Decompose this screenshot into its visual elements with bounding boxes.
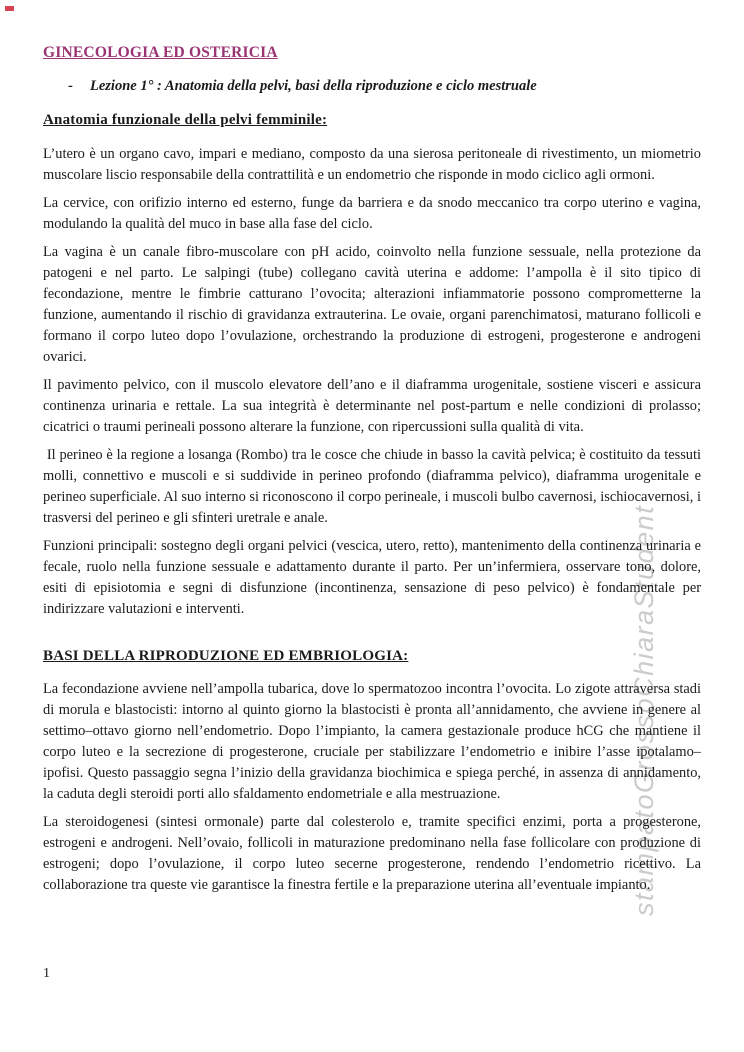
section-heading-riproduzione: BASI DELLA RIPRODUZIONE ED EMBRIOLOGIA:: [43, 648, 409, 664]
paragraph-pavimento-pelvico: Il pavimento pelvico, con il muscolo elevatore dell’ano e il diaframma urogenitale, sostiene visceri e assicura continenza urinaria e rettale. La sua integrità è determinante nel post-partum e nelle condizioni di prolasso; cicatrici o traumi perineali possono alterare la funzione, con ripercussioni sulla qualità di vita.: [43, 377, 701, 435]
paragraph-perineo: Il perineo è la regione a losanga (Rombo) tra le cosce che chiude in basso la cavità pelvica; è costituito da tessuti molli, connettivo e muscoli e si suddivide in perineo profondo (diaframma pelvico), diaframma urogenitale e perineo superficiale. Al suo interno si riconoscono il corpo perineale, i muscoli bulbo cavernosi, ischiocavernosi, i trasversi del perineo e gli sfinteri uretrale e anale.: [43, 447, 701, 526]
document-title: GINECOLOGIA ED OSTERICIA: [43, 44, 278, 61]
bullet-dash: -: [68, 78, 73, 94]
paragraph-utero: L’utero è un organo cavo, impari e mediano, composto da una sierosa peritoneale di rivestimento, un miometrio muscolare liscio responsabile della contrattilità e un endometrio che risponde in modo ciclico agli ormoni.: [43, 146, 701, 183]
watermark-text: stampatoGrossoChiaraStudent: [629, 504, 659, 916]
paragraph-cervice: La cervice, con orifizio interno ed esterno, funge da barriera e da snodo meccanico tra corpo uterino e vagina, modulando la qualità del muco in base alla fase del ciclo.: [43, 195, 701, 232]
paragraph-steroidogenesi: La steroidogenesi (sintesi ormonale) parte dal colesterolo e, tramite specifici enzimi, porta a progesterone, estrogeni e androgeni. Nell’ovaio, follicoli in maturazione predominano nella fase follicolare con produzione di estrogeni; dopo l’ovulazione, il corpo luteo secerne progesterone, rendendo l’endometrio ricettivo. La collaborazione tra queste vie garantisce la finestra fertile e la preparazione uterina all’eventuale impianto.: [43, 814, 701, 893]
paragraph-funzioni-principali: Funzioni principali: sostegno degli organi pelvici (vescica, utero, retto), mantenimento della continenza urinaria e fecale, ruolo nella funzione sessuale e adattamento durante il parto. Per un’infermiera, osservare tono, dolore, esiti di episiotomia e segni di disfunzione (incontinenza, sensazione di peso pelvico) è fondamentale per indirizzare valutazioni e interventi.: [43, 538, 701, 617]
lecture-title: Lezione 1° : Anatomia della pelvi, basi della riproduzione e ciclo mestruale: [90, 78, 537, 94]
lecture-bullet-line: [68, 76, 701, 97]
paragraph-fecondazione: La fecondazione avviene nell’ampolla tubarica, dove lo spermatozoo incontra l’ovocita. Lo zigote attraversa stadi di morula e blastocisti: intorno al quinto giorno la blastocisti è pronta all’annidamento, che avviene in genere al settimo–ottavo giorno nell’endometrio. Dopo l’impianto, la camera gestazionale produce hCG che mantiene il corpo luteo e la secrezione di progesterone, cruciale per stabilizzare l’endometrio e inibire l’asse ipotalamo–ipofisi. Questo passaggio segna l’inizio della gravidanza biochimica e spiega perché, in assenza di annidamento, la caduta degli steroidi porti allo sfaldamento endometriale e alla mestruazione.: [43, 681, 701, 802]
page-number: 1: [43, 966, 50, 981]
paragraph-vagina-salpingi-ovaie: La vagina è un canale fibro-muscolare con pH acido, coinvolto nella funzione sessuale, nella protezione da patogeni e nel parto. Le salpingi (tube) collegano cavità uterina e addome: l’ampolla è il sito tipico di fecondazione, mentre le fimbrie catturano l’ovocita; alterazioni infiammatorie possono comprometterne la funzione, aumentando il rischio di gravidanza extrauterina. Le ovaie, organi parenchimatosi, maturano follicoli e formano il corpo luteo dopo l’ovulazione, orchestrando la produzione di estrogeni, progesterone e androgeni ovarici.: [43, 244, 701, 365]
section-heading-anatomia: Anatomia funzionale della pelvi femminile:: [43, 112, 328, 128]
